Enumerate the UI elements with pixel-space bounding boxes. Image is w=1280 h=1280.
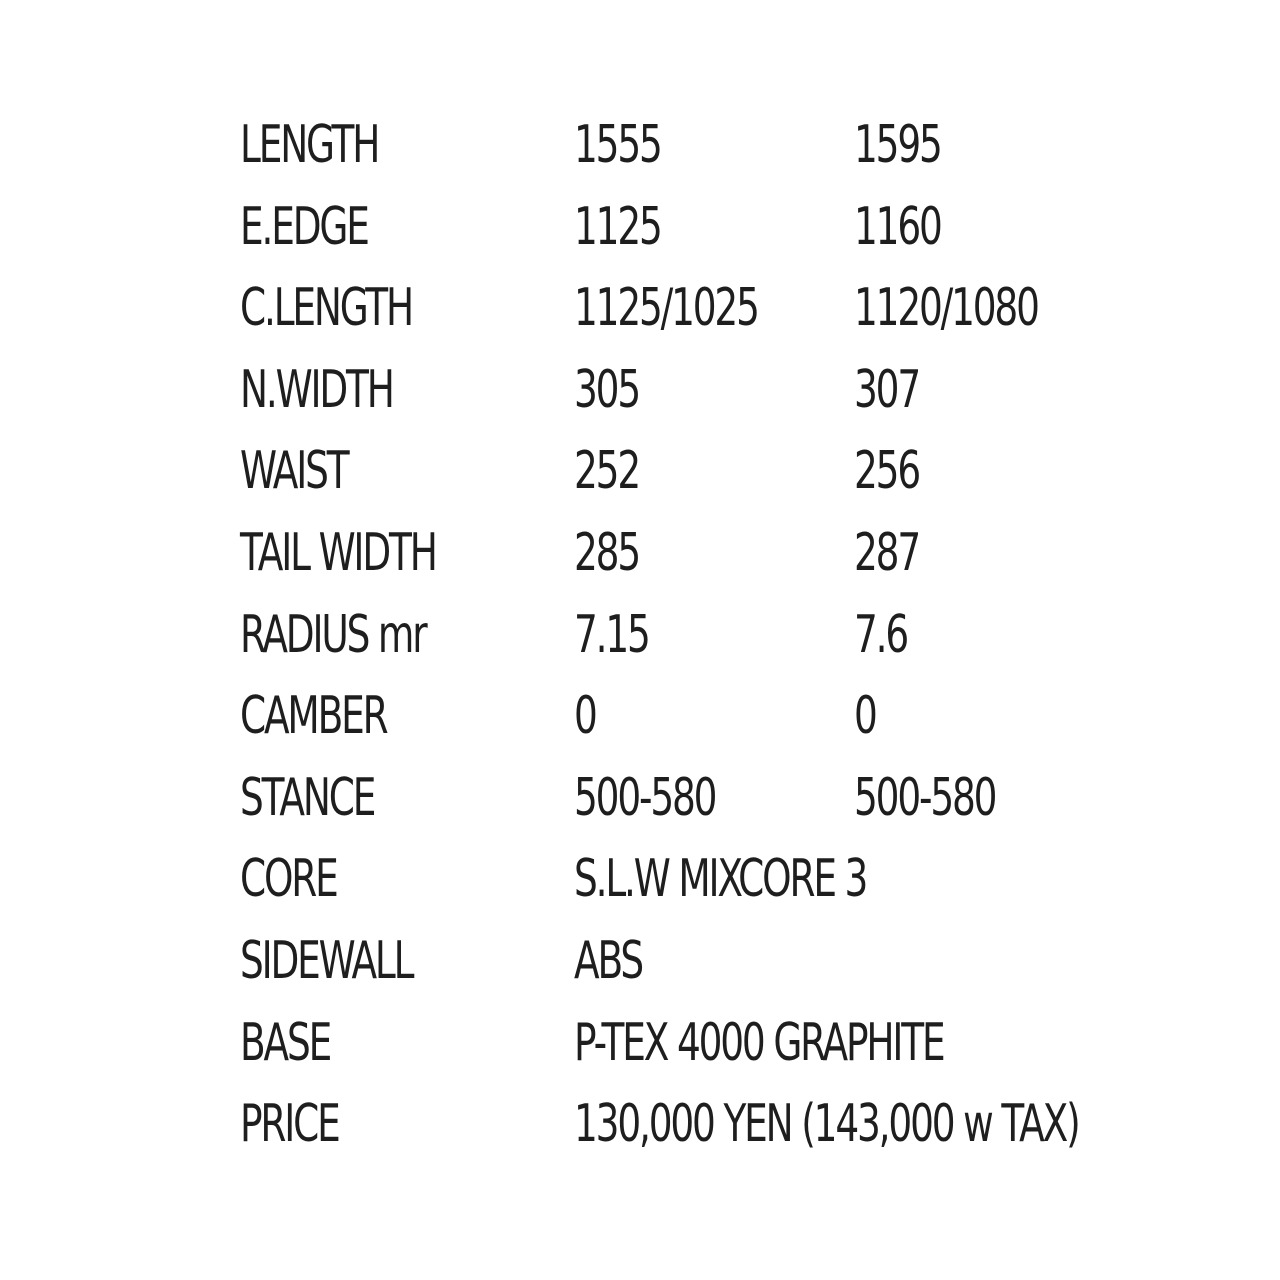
spec-value-size-2: 287	[854, 522, 919, 583]
spec-value-size-1: 1125/1025	[574, 278, 758, 339]
spec-row-effective-edge	[240, 187, 1140, 269]
spec-label: PRICE	[240, 1094, 339, 1155]
price-value: 130,000 YEN (143,000 w TAX)	[574, 1094, 1079, 1155]
spec-value-size-1: 285	[574, 522, 639, 583]
spec-value-size-1: 7.15	[574, 604, 649, 665]
spec-row-sidewall	[240, 921, 1140, 1003]
spec-label: N.WIDTH	[240, 359, 393, 420]
spec-label: TAIL WIDTH	[240, 522, 436, 583]
spec-label: CORE	[240, 849, 337, 910]
spec-value-size-1: 305	[574, 359, 639, 420]
spec-label: E.EDGE	[240, 196, 368, 257]
spec-row-price	[240, 1084, 1140, 1166]
spec-table	[240, 105, 1140, 1166]
spec-value: P-TEX 4000 GRAPHITE	[574, 1012, 944, 1073]
spec-value-size-2: 0	[854, 686, 876, 747]
spec-row-contact-length	[240, 268, 1140, 350]
spec-value-size-1: 1555	[574, 115, 661, 175]
spec-label: SIDEWALL	[240, 930, 413, 991]
spec-value-size-1: 0	[574, 686, 596, 747]
spec-label: C.LENGTH	[240, 278, 412, 339]
spec-label: STANCE	[240, 767, 375, 828]
spec-label: CAMBER	[240, 686, 387, 747]
spec-row-camber	[240, 676, 1140, 758]
spec-row-waist	[240, 431, 1140, 513]
spec-row-nose-width	[240, 350, 1140, 432]
spec-value-size-1: 1125	[574, 196, 661, 257]
spec-row-tail-width	[240, 513, 1140, 595]
spec-value: S.L.W MIXCORE 3	[574, 849, 867, 910]
spec-value-size-2: 1120/1080	[854, 278, 1038, 339]
spec-label: WAIST	[240, 441, 348, 502]
spec-value-size-2: 256	[854, 441, 919, 502]
spec-value-size-2: 1160	[854, 196, 941, 257]
spec-row-stance	[240, 758, 1140, 840]
spec-label: BASE	[240, 1012, 331, 1073]
spec-value-size-1: 500-580	[574, 767, 716, 828]
spec-value: ABS	[574, 930, 642, 991]
spec-row-core	[240, 839, 1140, 921]
spec-value-size-2: 1595	[854, 115, 941, 175]
spec-row-base	[240, 1003, 1140, 1085]
spec-row-radius	[240, 595, 1140, 677]
spec-label: RADIUS mr	[240, 604, 426, 665]
spec-value-size-2: 7.6	[854, 604, 908, 665]
spec-value-size-1: 252	[574, 441, 639, 502]
spec-value-size-2: 500-580	[854, 767, 996, 828]
spec-label: LENGTH	[240, 115, 379, 175]
spec-value-size-2: 307	[854, 359, 919, 420]
spec-row-length	[240, 105, 1140, 187]
